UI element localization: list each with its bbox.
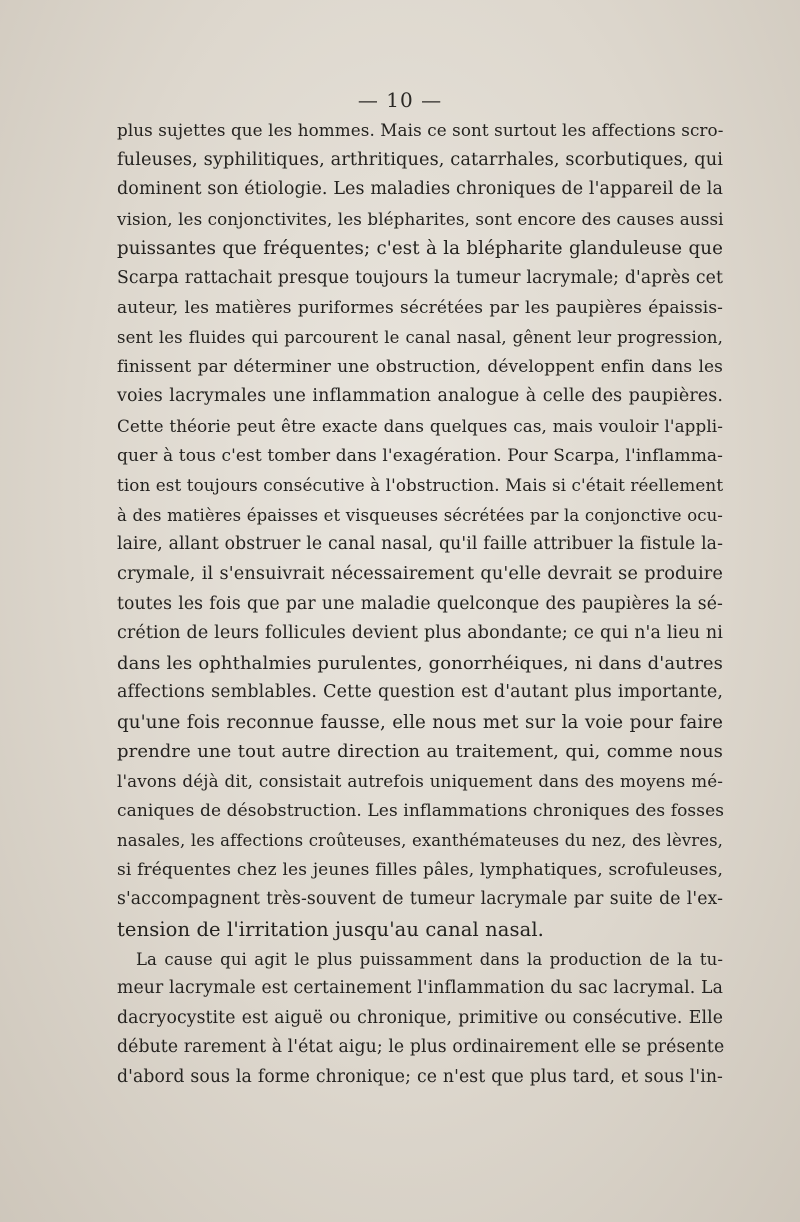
- text-line: caniques de désobstruction. Les inflammations chroniques des fosses: [117, 800, 725, 821]
- text-line: tion est toujours consécutive à l'obstruction. Mais si c'était réellement: [117, 475, 724, 496]
- body-text: [117, 116, 723, 1093]
- text-line: s'accompagnent très-souvent de tumeur lacrymale par suite de l'ex-: [117, 889, 723, 910]
- text-line: l'avons déjà dit, consistait autrefois uniquement dans des moyens mé-: [117, 771, 723, 792]
- paragraph-1: [117, 116, 723, 945]
- text-line: crétion de leurs follicules devient plus abondante; ce qui n'a lieu ni: [117, 623, 723, 644]
- text-line: quer à tous c'est tomber dans l'exagération. Pour Scarpa, l'inflamma-: [117, 445, 723, 466]
- text-line: d'abord sous la forme chronique; ce n'est que plus tard, et sous l'in-: [117, 1067, 723, 1087]
- text-line: voies lacrymales une inflammation analogue à celle des paupières.: [117, 386, 723, 407]
- page-number: — 10 —: [357, 88, 443, 112]
- text-line: puissantes que fréquentes; c'est à la blépharite glanduleuse que: [117, 238, 723, 260]
- text-line: laire, allant obstruer le canal nasal, qu'il faille attribuer la fistule la-: [117, 534, 723, 555]
- text-line: débute rarement à l'état aigu; le plus ordinairement elle se présente: [117, 1037, 725, 1058]
- text-line: tension de l'irritation jusqu'au canal nasal.: [117, 918, 544, 942]
- text-line: vision, les conjonctivites, les blépharites, sont encore des causes aussi: [117, 208, 724, 229]
- text-line: à des matières épaisses et visqueuses sécrétées par la conjonctive ocu-: [117, 505, 723, 525]
- text-line: Cette théorie peut être exacte dans quelques cas, mais vouloir l'appli-: [117, 415, 723, 436]
- paragraph-2: [117, 945, 723, 1093]
- text-line: fuleuses, syphilitiques, arthritiques, catarrhales, scorbutiques, qui: [117, 149, 724, 170]
- text-line: dans les ophthalmies purulentes, gonorrhéiques, ni dans d'autres: [117, 652, 723, 674]
- text-line: nasales, les affections croûteuses, exanthémateuses du nez, des lèvres,: [117, 831, 723, 851]
- text-line: sent les fluides qui parcourent le canal nasal, gênent leur progression,: [117, 328, 723, 348]
- text-line: meur lacrymale est certainement l'inflammation du sac lacrymal. La: [117, 978, 723, 999]
- text-line: La cause qui agit le plus puissamment dans la production de la tu-: [136, 949, 723, 969]
- text-line: qu'une fois reconnue fausse, elle nous met sur la voie pour faire: [117, 711, 723, 733]
- text-line: plus sujettes que les hommes. Mais ce sont surtout les affections scro-: [117, 120, 724, 140]
- text-line: si fréquentes chez les jeunes filles pâles, lymphatiques, scrofuleuses,: [117, 859, 723, 880]
- text-line: toutes les fois que par une maladie quelconque des paupières la sé-: [117, 593, 723, 614]
- text-line: dacryocystite est aiguë ou chronique, primitive ou consécutive. Elle: [117, 1007, 723, 1028]
- text-line: Scarpa rattachait presque toujours la tumeur lacrymale; d'après cet: [117, 267, 723, 288]
- text-line: prendre une tout autre direction au traitement, qui, comme nous: [117, 741, 723, 763]
- text-line: affections semblables. Cette question est d'autant plus importante,: [117, 682, 723, 703]
- text-line: finissent par déterminer une obstruction, développent enfin dans les: [117, 356, 723, 377]
- text-line: auteur, les matières puriformes sécrétées par les paupières épaissis-: [117, 297, 723, 318]
- text-line: crymale, il s'ensuivrait nécessairement qu'elle devrait se produire: [117, 563, 723, 584]
- text-line: dominent son étiologie. Les maladies chroniques de l'appareil de la: [117, 179, 723, 200]
